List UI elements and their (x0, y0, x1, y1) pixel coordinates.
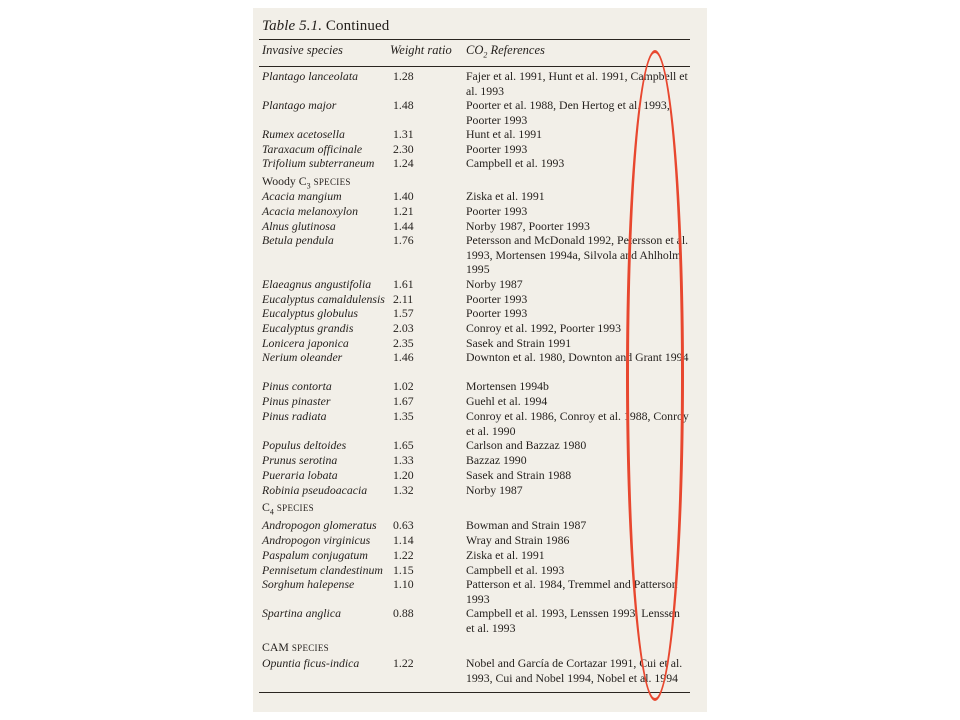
species-name: Prunus serotina (262, 453, 338, 467)
species-name: Plantago lanceolata (262, 69, 358, 83)
species-name: Eucalyptus grandis (262, 321, 354, 335)
references: Sasek and Strain 1988 (466, 468, 572, 482)
co2-label: CO (466, 43, 484, 57)
species-name: Trifolium subterraneum (262, 156, 375, 170)
weight-ratio: 1.76 (393, 233, 414, 247)
species-name: Pinus pinaster (262, 394, 331, 408)
book-page-scan (253, 8, 707, 712)
references: Downton et al. 1980, Downton and Grant 1994 (466, 350, 689, 364)
section-suffix: SPECIES (313, 177, 351, 187)
species-name: Paspalum conjugatum (262, 548, 368, 562)
references: Ziska et al. 1991 (466, 548, 545, 562)
weight-ratio: 1.28 (393, 69, 414, 83)
weight-ratio: 1.14 (393, 533, 414, 547)
section-heading-cam (262, 640, 329, 655)
species-name: Populus deltoides (262, 438, 347, 452)
references: Bowman and Strain 1987 (466, 518, 587, 532)
references: Nobel and García de Cortazar 1991, Cui et al. 1993, Cui and Nobel 1994, Nobel et al. 1994 (466, 656, 683, 685)
table-title-suffix: Continued (325, 18, 390, 34)
references: Conroy et al. 1992, Poorter 1993 (466, 321, 621, 335)
references: Ziska et al. 1991 (466, 189, 545, 203)
references: Mortensen 1994b (466, 379, 549, 393)
weight-ratio: 1.31 (393, 127, 414, 141)
references: Bazzaz 1990 (466, 453, 527, 467)
section-subscript: 3 (306, 181, 311, 191)
species-name: Andropogon virginicus (262, 533, 371, 547)
weight-ratio: 1.57 (393, 306, 414, 320)
section-prefix: CAM (262, 640, 289, 654)
references: Norby 1987 (466, 483, 523, 497)
species-name: Taraxacum officinale (262, 142, 363, 156)
table-label: Table 5.1. (262, 18, 323, 34)
references: Poorter 1993 (466, 204, 528, 218)
weight-ratio: 1.32 (393, 483, 414, 497)
weight-ratio: 2.30 (393, 142, 414, 156)
references: Campbell et al. 1993 (466, 563, 565, 577)
weight-ratio: 1.21 (393, 204, 414, 218)
weight-ratio: 1.20 (393, 468, 414, 482)
column-header-weight-ratio: Weight ratio (390, 43, 452, 57)
column-header-species: Invasive species (262, 43, 343, 57)
references-label: References (490, 43, 545, 57)
weight-ratio: 0.63 (393, 518, 414, 532)
section-suffix: SPECIES (291, 643, 329, 653)
weight-ratio: 1.35 (393, 409, 414, 423)
weight-ratio: 1.15 (393, 563, 414, 577)
references: Poorter 1993 (466, 292, 528, 306)
references: Fajer et al. 1991, Hunt et al. 1991, Campbell et al. 1993 (466, 69, 688, 98)
weight-ratio: 1.61 (393, 277, 414, 291)
weight-ratio: 2.35 (393, 336, 414, 350)
section-heading-c4 (262, 500, 314, 516)
weight-ratio: 1.02 (393, 379, 414, 393)
column-header-co2-references (466, 43, 545, 60)
section-heading-woody-c3 (262, 174, 351, 190)
references: Norby 1987 (466, 277, 523, 291)
species-name: Sorghum halepense (262, 577, 355, 591)
species-name: Pueraria lobata (262, 468, 338, 482)
references: Carlson and Bazzaz 1980 (466, 438, 587, 452)
species-name: Eucalyptus camaldulensis (262, 292, 385, 306)
weight-ratio: 1.46 (393, 350, 414, 364)
species-name: Elaeagnus angustifolia (262, 277, 372, 291)
species-name: Pennisetum clandestinum (262, 563, 383, 577)
species-name: Eucalyptus globulus (262, 306, 359, 320)
species-name: Robinia pseudoacacia (262, 483, 368, 497)
weight-ratio: 1.67 (393, 394, 414, 408)
weight-ratio: 1.22 (393, 548, 414, 562)
species-name: Spartina anglica (262, 606, 341, 620)
species-name: Acacia mangium (262, 189, 342, 203)
references: Norby 1987, Poorter 1993 (466, 219, 590, 233)
table-title (262, 18, 389, 35)
co2-subscript: 2 (483, 50, 488, 60)
red-highlight-oval (626, 50, 684, 701)
species-name: Acacia melanoxylon (262, 204, 358, 218)
weight-ratio: 1.40 (393, 189, 414, 203)
references: Campbell et al. 1993 (466, 156, 565, 170)
references: Patterson et al. 1984, Tremmel and Patterson 1993 (466, 577, 678, 606)
weight-ratio: 1.44 (393, 219, 414, 233)
weight-ratio: 1.22 (393, 656, 414, 670)
references: Campbell et al. 1993, Lenssen 1993, Lenssen et al. 1993 (466, 606, 680, 635)
species-name: Plantago major (262, 98, 337, 112)
section-prefix: Woody C (262, 174, 307, 188)
bottom-rule (259, 692, 690, 693)
species-name: Pinus contorta (262, 379, 332, 393)
weight-ratio: 2.11 (393, 292, 414, 306)
references: Sasek and Strain 1991 (466, 336, 572, 350)
references: Poorter 1993 (466, 142, 528, 156)
species-name: Opuntia ficus-indica (262, 656, 360, 670)
weight-ratio: 0.88 (393, 606, 414, 620)
species-name: Pinus radiata (262, 409, 327, 423)
header-rule (259, 66, 690, 67)
species-name: Betula pendula (262, 233, 334, 247)
weight-ratio: 1.48 (393, 98, 414, 112)
species-name: Andropogon glomeratus (262, 518, 377, 532)
references: Hunt et al. 1991 (466, 127, 543, 141)
weight-ratio: 1.10 (393, 577, 414, 591)
references: Guehl et al. 1994 (466, 394, 548, 408)
weight-ratio: 2.03 (393, 321, 414, 335)
references: Poorter 1993 (466, 306, 528, 320)
species-name: Rumex acetosella (262, 127, 345, 141)
weight-ratio: 1.24 (393, 156, 414, 170)
weight-ratio: 1.33 (393, 453, 414, 467)
top-rule (259, 39, 690, 40)
species-name: Lonicera japonica (262, 336, 349, 350)
references: Wray and Strain 1986 (466, 533, 570, 547)
references: Conroy et al. 1986, Conroy et al. 1988, Conroy et al. 1990 (466, 409, 689, 438)
species-name: Nerium oleander (262, 350, 343, 364)
section-subscript: 4 (269, 507, 274, 517)
species-name: Alnus glutinosa (262, 219, 336, 233)
section-prefix: C (262, 500, 270, 514)
references: Poorter et al. 1988, Den Hertog et al. 1993, Poorter 1993 (466, 98, 670, 127)
section-suffix: SPECIES (276, 503, 314, 513)
references: Petersson and McDonald 1992, Petersson et al. 1993, Mortensen 1994a, Silvola and Ahlholm 1995 (466, 233, 689, 277)
weight-ratio: 1.65 (393, 438, 414, 452)
